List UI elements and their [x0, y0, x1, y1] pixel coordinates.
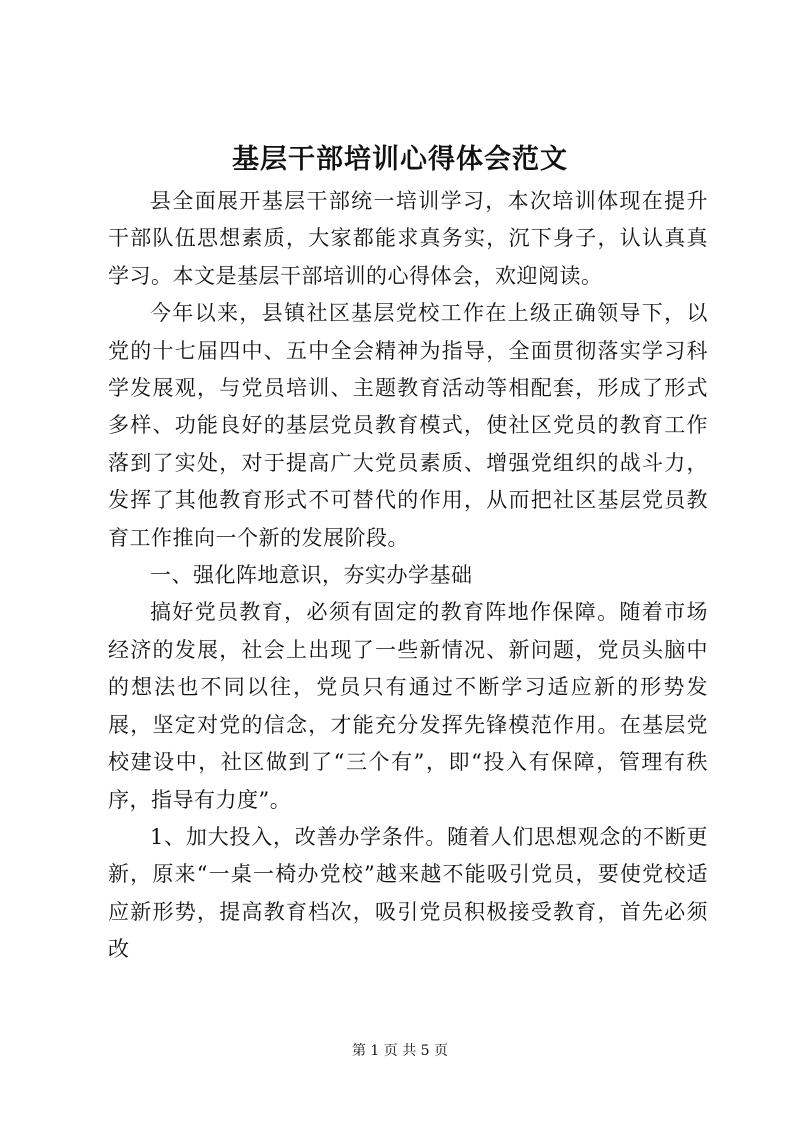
section-heading: 一、强化阵地意识，夯实办学基础 — [150, 563, 473, 588]
document-title: 基层干部培训心得体会范文 — [232, 144, 568, 175]
intro-paragraph: 县全面展开基层干部统一培训学习，本次培训体现在提升干部队伍思想素质，大家都能求真务实，沉下身子，认认真真学习。本文是基层干部培训的心得体会，欢迎阅读。 — [108, 189, 708, 288]
body-paragraph: 1、加大投入，改善办学条件。随着人们思想观念的不断更新，原来“一桌一椅办党校”越来越不能吸引党员，要使党校适应新形势，提高教育档次，吸引党员积极接受教育，首先必须改 — [108, 824, 708, 962]
body-paragraph: 搞好党员教育，必须有固定的教育阵地作保障。随着市场经济的发展，社会上出现了一些新情况、新问题，党员头脑中的想法也不同以往，党员只有通过不断学习适应新的形势发展，坚定对党的信念，才能充分发挥先锋模范作用。在基层党校建设中，社区做到了“三个有”，即“投入有保障，管理有秩序，指导有力度”。 — [108, 600, 708, 812]
document-body — [108, 183, 708, 969]
page-footer: 第 1 页 共 5 页 — [351, 1043, 449, 1059]
body-paragraph: 今年以来，县镇社区基层党校工作在上级正确领导下，以党的十七届四中、五中全会精神为指导，全面贯彻落实学习科学发展观，与党员培训、主题教育活动等相配套，形成了形式多样、功能良好的基层党员教育模式，使社区党员的教育工作落到了实处，对于提高广大党员素质、增强党组织的战斗力，发挥了其他教育形式不可替代的作用，从而把社区基层党员教育工作推向一个新的发展阶段。 — [108, 301, 708, 550]
